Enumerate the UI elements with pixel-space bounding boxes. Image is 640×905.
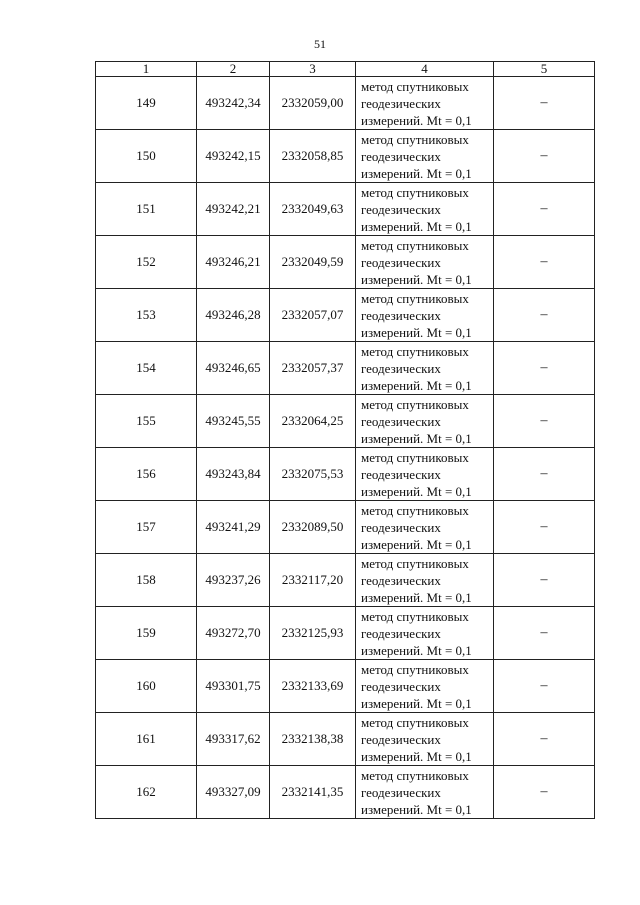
method-line-2: геодезических	[361, 360, 441, 376]
coordinate-x: 493241,29	[197, 501, 270, 554]
method-line-1: метод спутниковых	[361, 714, 469, 730]
point-number: 156	[96, 448, 197, 501]
coordinate-y: 2332058,85	[270, 130, 356, 183]
method-line-3: измерений. Mt = 0,1	[361, 801, 472, 817]
method-line-1: метод спутниковых	[361, 396, 469, 412]
method-line-2: геодезических	[361, 307, 441, 323]
method-line-3: измерений. Mt = 0,1	[361, 536, 472, 552]
method-line-3: измерений. Mt = 0,1	[361, 271, 472, 287]
table-row	[96, 766, 595, 819]
coordinate-x: 493317,62	[197, 713, 270, 766]
column-5-dash: –	[494, 183, 595, 236]
coordinate-y: 2332049,59	[270, 236, 356, 289]
coordinate-y: 2332133,69	[270, 660, 356, 713]
table-row	[96, 289, 595, 342]
method-description	[356, 183, 494, 236]
method-line-1: метод спутниковых	[361, 555, 469, 571]
table-row	[96, 554, 595, 607]
column-header-3: 3	[270, 62, 356, 77]
coordinate-y: 2332138,38	[270, 713, 356, 766]
table-row	[96, 395, 595, 448]
method-line-2: геодезических	[361, 413, 441, 429]
point-number: 152	[96, 236, 197, 289]
method-line-3: измерений. Mt = 0,1	[361, 748, 472, 764]
column-5-dash: –	[494, 448, 595, 501]
method-line-2: геодезических	[361, 148, 441, 164]
method-line-3: измерений. Mt = 0,1	[361, 324, 472, 340]
column-5-dash: –	[494, 395, 595, 448]
table-row	[96, 501, 595, 554]
method-line-2: геодезических	[361, 466, 441, 482]
method-line-2: геодезических	[361, 572, 441, 588]
coordinates-table	[95, 61, 595, 819]
method-description	[356, 289, 494, 342]
method-line-2: геодезических	[361, 519, 441, 535]
column-header-1: 1	[96, 62, 197, 77]
coordinate-x: 493246,65	[197, 342, 270, 395]
column-5-dash: –	[494, 607, 595, 660]
method-line-3: измерений. Mt = 0,1	[361, 430, 472, 446]
column-5-dash: –	[494, 660, 595, 713]
method-line-1: метод спутниковых	[361, 449, 469, 465]
method-description	[356, 77, 494, 130]
coordinate-y: 2332075,53	[270, 448, 356, 501]
method-line-1: метод спутниковых	[361, 661, 469, 677]
method-line-1: метод спутниковых	[361, 290, 469, 306]
coordinate-y: 2332057,07	[270, 289, 356, 342]
table-body	[96, 77, 595, 819]
table-row	[96, 183, 595, 236]
coordinate-x: 493246,21	[197, 236, 270, 289]
coordinate-x: 493327,09	[197, 766, 270, 819]
point-number: 158	[96, 554, 197, 607]
point-number: 162	[96, 766, 197, 819]
table-header-row	[96, 62, 595, 77]
method-description	[356, 554, 494, 607]
column-header-2: 2	[197, 62, 270, 77]
point-number: 160	[96, 660, 197, 713]
point-number: 159	[96, 607, 197, 660]
table-row	[96, 660, 595, 713]
method-line-3: измерений. Mt = 0,1	[361, 695, 472, 711]
column-5-dash: –	[494, 289, 595, 342]
coordinate-y: 2332049,63	[270, 183, 356, 236]
method-description	[356, 607, 494, 660]
coordinate-x: 493246,28	[197, 289, 270, 342]
method-line-2: геодезических	[361, 201, 441, 217]
page-number: 51	[314, 37, 326, 51]
column-header-4: 4	[356, 62, 494, 77]
table-row	[96, 130, 595, 183]
coordinate-x: 493242,21	[197, 183, 270, 236]
point-number: 161	[96, 713, 197, 766]
method-line-3: измерений. Mt = 0,1	[361, 218, 472, 234]
table-row	[96, 448, 595, 501]
coordinate-y: 2332125,93	[270, 607, 356, 660]
method-description	[356, 766, 494, 819]
table-row	[96, 713, 595, 766]
coordinate-y: 2332057,37	[270, 342, 356, 395]
column-5-dash: –	[494, 501, 595, 554]
method-description	[356, 501, 494, 554]
coordinate-x: 493243,84	[197, 448, 270, 501]
coordinate-y: 2332064,25	[270, 395, 356, 448]
column-5-dash: –	[494, 554, 595, 607]
point-number: 154	[96, 342, 197, 395]
point-number: 151	[96, 183, 197, 236]
method-line-3: измерений. Mt = 0,1	[361, 377, 472, 393]
method-line-3: измерений. Mt = 0,1	[361, 165, 472, 181]
method-line-2: геодезических	[361, 625, 441, 641]
method-line-3: измерений. Mt = 0,1	[361, 112, 472, 128]
point-number: 155	[96, 395, 197, 448]
method-line-1: метод спутниковых	[361, 502, 469, 518]
method-line-3: измерений. Mt = 0,1	[361, 642, 472, 658]
column-5-dash: –	[494, 342, 595, 395]
method-description	[356, 236, 494, 289]
coordinate-y: 2332117,20	[270, 554, 356, 607]
method-line-1: метод спутниковых	[361, 184, 469, 200]
method-line-2: геодезических	[361, 254, 441, 270]
method-line-3: измерений. Mt = 0,1	[361, 483, 472, 499]
method-line-1: метод спутниковых	[361, 78, 469, 94]
column-5-dash: –	[494, 77, 595, 130]
column-5-dash: –	[494, 713, 595, 766]
method-line-1: метод спутниковых	[361, 131, 469, 147]
coordinate-y: 2332059,00	[270, 77, 356, 130]
method-line-3: измерений. Mt = 0,1	[361, 589, 472, 605]
column-5-dash: –	[494, 236, 595, 289]
column-5-dash: –	[494, 130, 595, 183]
point-number: 153	[96, 289, 197, 342]
table-row	[96, 77, 595, 130]
point-number: 149	[96, 77, 197, 130]
coordinate-x: 493245,55	[197, 395, 270, 448]
coordinate-x: 493272,70	[197, 607, 270, 660]
coordinate-x: 493242,34	[197, 77, 270, 130]
method-line-2: геодезических	[361, 784, 441, 800]
method-description	[356, 660, 494, 713]
table-row	[96, 342, 595, 395]
coordinate-x: 493237,26	[197, 554, 270, 607]
method-line-2: геодезических	[361, 678, 441, 694]
coordinate-x: 493242,15	[197, 130, 270, 183]
coordinate-y: 2332141,35	[270, 766, 356, 819]
column-header-5: 5	[494, 62, 595, 77]
coordinate-y: 2332089,50	[270, 501, 356, 554]
coordinate-x: 493301,75	[197, 660, 270, 713]
method-line-2: геодезических	[361, 95, 441, 111]
method-line-1: метод спутниковых	[361, 343, 469, 359]
table-row	[96, 236, 595, 289]
method-description	[356, 448, 494, 501]
column-5-dash: –	[494, 766, 595, 819]
method-line-2: геодезических	[361, 731, 441, 747]
point-number: 150	[96, 130, 197, 183]
method-description	[356, 713, 494, 766]
method-line-1: метод спутниковых	[361, 767, 469, 783]
method-line-1: метод спутниковых	[361, 237, 469, 253]
method-description	[356, 130, 494, 183]
method-line-1: метод спутниковых	[361, 608, 469, 624]
point-number: 157	[96, 501, 197, 554]
method-description	[356, 395, 494, 448]
table-row	[96, 607, 595, 660]
method-description	[356, 342, 494, 395]
